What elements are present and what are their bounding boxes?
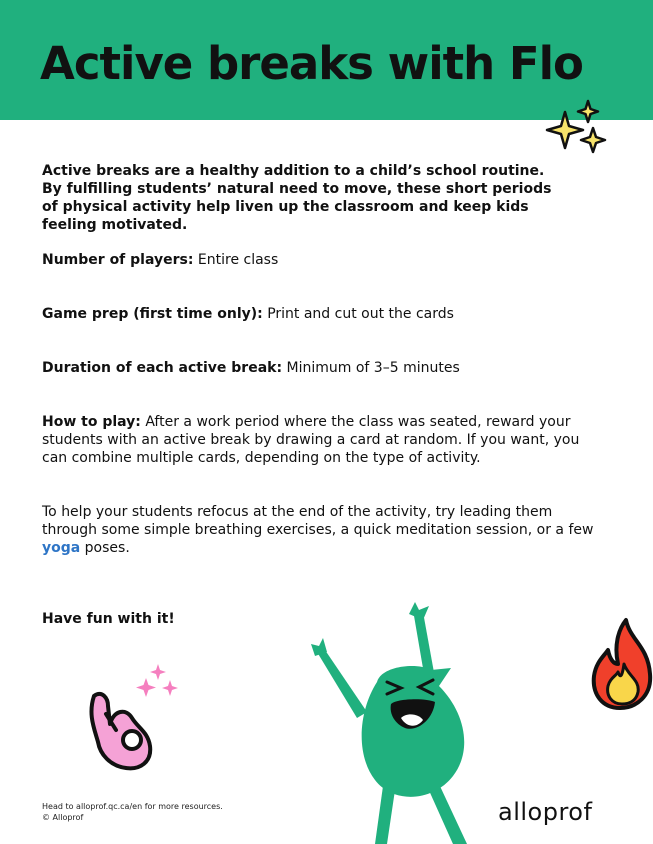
refocus-text: To help your students refocus at the end of the activity, try leading them through some simple breathing exercises, a quick meditation session, or a few — [42, 504, 594, 538]
prep-label: Game prep (first time only): — [42, 306, 263, 322]
players-label: Number of players: — [42, 252, 194, 268]
resources-text: Head to alloprof.qc.ca/en for more resources. — [42, 802, 223, 811]
how-to-play-row — [42, 413, 602, 467]
page-title: Active breaks with Flo — [40, 37, 583, 90]
duration-label: Duration of each active break: — [42, 360, 283, 376]
players-row — [42, 251, 602, 269]
duration-value: Minimum of 3–5 minutes — [282, 360, 460, 376]
refocus-text-end: poses. — [80, 540, 130, 556]
players-value: Entire class — [193, 252, 279, 268]
intro-paragraph: Active breaks are a healthy addition to a child’s school routine. By fulfilling students’ natural need to move, these short periods of physical activity help liven up the classroom and keep kids feeling motivated. — [42, 163, 552, 233]
prep-row — [42, 305, 602, 323]
how-to-play-label: How to play: — [42, 414, 141, 430]
refocus-paragraph — [42, 503, 602, 557]
closing-text: Have fun with it! — [42, 611, 175, 627]
footer-note — [42, 802, 223, 823]
fire-icon — [590, 616, 653, 710]
duration-row — [42, 359, 602, 377]
yoga-link[interactable]: yoga — [42, 540, 81, 556]
ok-hand-icon — [84, 688, 162, 772]
how-to-play-value: After a work period where the class was seated, reward your students with an active break by drawing a card at random. If you want, you can combine multiple cards, depending on the type of activity. — [42, 414, 580, 466]
flo-mascot-icon — [305, 600, 505, 844]
prep-value: Print and cut out the cards — [262, 306, 454, 322]
sparkles-icon — [545, 98, 611, 160]
copyright-text: © Alloprof — [42, 812, 84, 822]
alloprof-logo: alloprof — [498, 798, 593, 826]
